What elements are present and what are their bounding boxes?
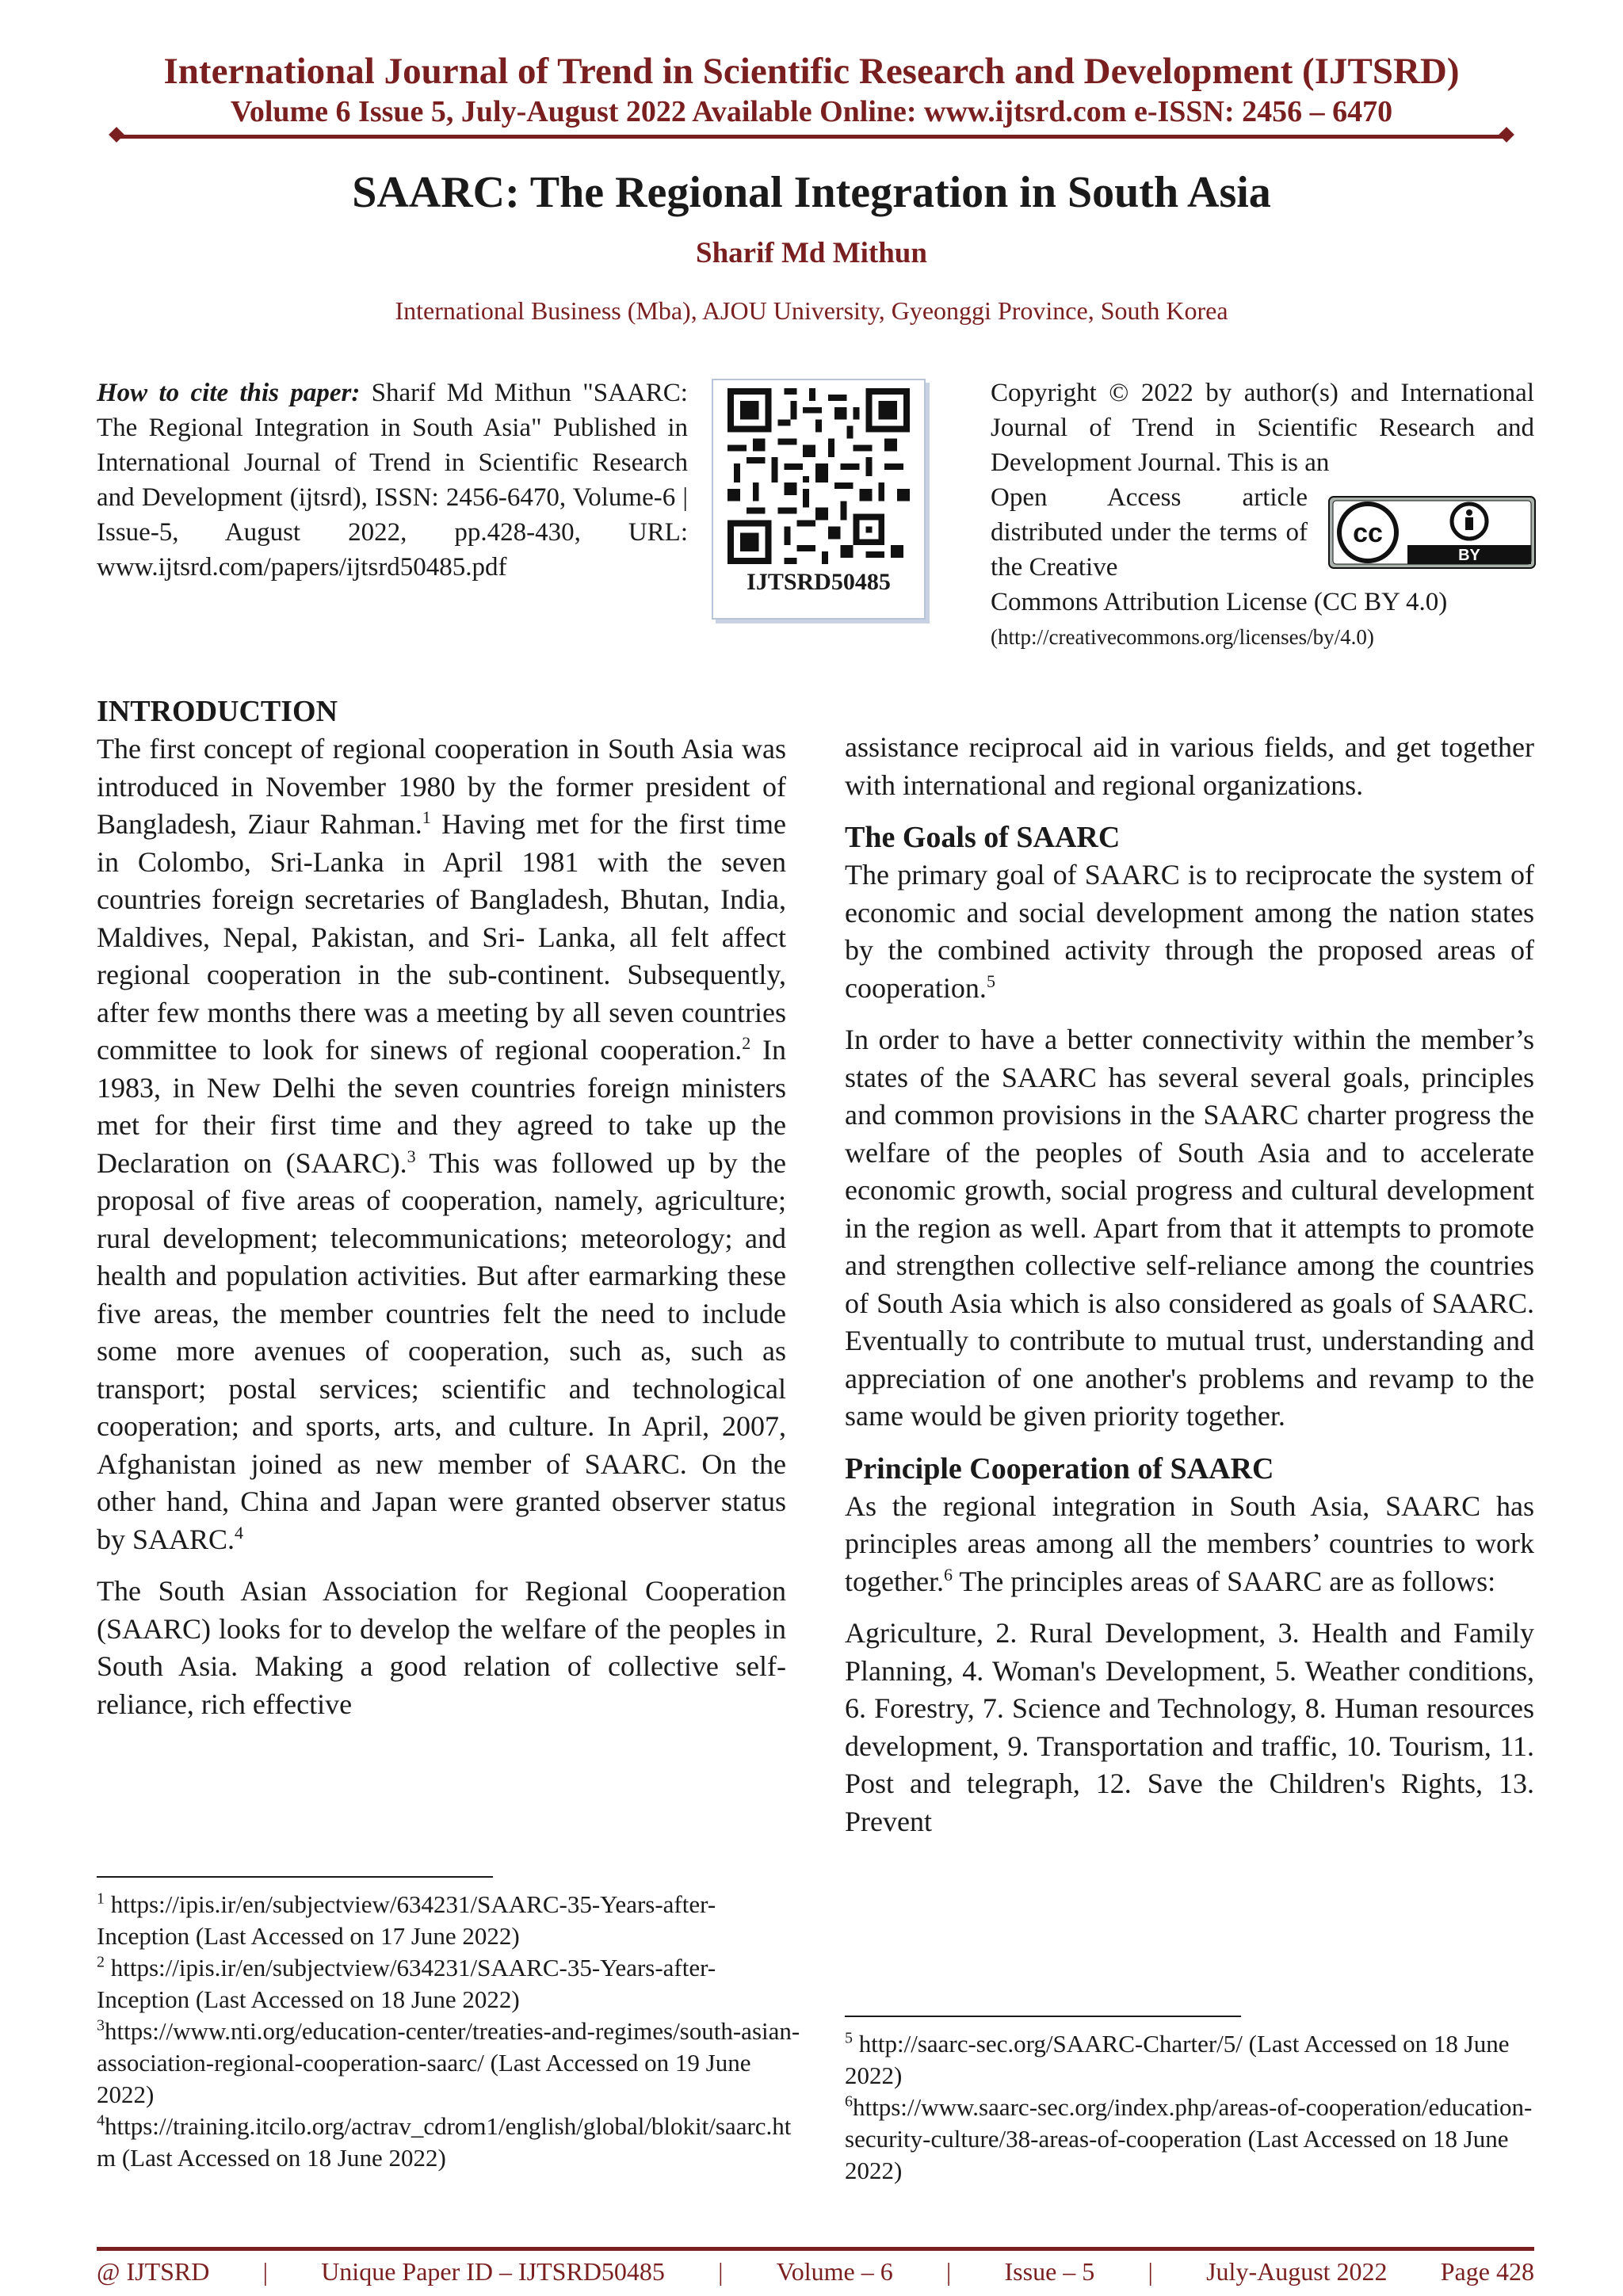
footnote-ref-1[interactable]: 1	[422, 807, 431, 827]
principle-list-paragraph: Agriculture, 2. Rural Development, 3. Health and Family Planning, 4. Woman's Development, 5. Weather conditions, 6. Forestry, 7. Science and Technology, 8. Human resources development, 9. Transportation and traffic, 10. Tourism, 11. Post and telegraph, 12. Save the Children's Rights, 13. Prevent	[845, 1617, 1534, 1837]
qr-code-icon	[727, 388, 910, 564]
paper-id-label: IJTSRD50485	[747, 569, 891, 595]
continued-paragraph: assistance reciprocal aid in various fields, and get together with international and regional organizations.	[845, 731, 1534, 801]
footnote-ref-4[interactable]: 4	[235, 1522, 244, 1543]
footer-separator: |	[718, 2257, 724, 2286]
intro-paragraph: The first concept of regional cooperation in South Asia was introduced in November 1980 by the former president of Bangladesh, Ziaur Rahman.$^1$ Having met for the first time in Colombo, Sri-Lanka in April 1981 with the seven countries foreign secretaries of Bangladesh, Bhutan, India, Maldives, Nepal, Pakistan, and Sri- Lanka, all felt affect regional cooperation in the sub-continent. Subsequently, after few months there was a meeting by all seven countries committee to look for sinews of regional cooperation.$^2$ In 1983, in New Delhi the seven countries foreign ministers met for their first time and they agreed to take up the Declaration on (SAARC).$^3$ This was followed up by the proposal of five areas of cooperation, namely, agriculture; rural development; telecommunications; meteorology; and health and population activities. But after earmarking these five areas, the member countries felt the need to include some more avenues of cooperation, such as, such as transport; postal services; scientific and technological cooperation; and sports, arts, and culture. In April, 2007, Afghanistan joined as new member of SAARC. On the other hand, China and Japan were granted observer status by SAARC.$^4$	[97, 733, 786, 1555]
citation-text: Sharif Md Mithun "SAARC: The Regional Integration in South Asia" Published in International Journal of Trend in Scientific Research and Development (ijtsrd), ISSN: 2456-6470, Volume-6 | Issue-5, August 2022, pp.428-430, URL: www.ijtsrd.com/papers/ijtsrd50485.pdf	[97, 379, 688, 582]
page-footer	[97, 2255, 1534, 2288]
footer-brand: @ IJTSRD	[97, 2257, 210, 2286]
author-affiliation: International Business (Mba), AJOU University, Gyeonggi Province, South Korea	[395, 296, 1228, 325]
author-name: Sharif Md Mithun	[696, 237, 927, 269]
citation-block	[97, 376, 688, 585]
footnotes-right	[845, 2028, 1534, 2187]
paper-title: SAARC: The Regional Integration in South Asia	[352, 168, 1271, 217]
journal-title: International Journal of Trend in Scientific Research and Development (IJTSRD)	[163, 51, 1460, 92]
license-url[interactable]: (http://creativecommons.org/licenses/by/4.0)	[991, 625, 1374, 649]
citation-lead: How to cite this paper:	[97, 379, 361, 407]
by-text: BY	[1458, 547, 1480, 564]
introduction-heading: INTRODUCTION	[97, 695, 338, 728]
footnote-ref-3[interactable]: 3	[407, 1146, 416, 1166]
cc-text: cc	[1353, 518, 1383, 548]
footer-separator: |	[945, 2257, 952, 2286]
issue-line: Volume 6 Issue 5, July-August 2022 Available Online: www.ijtsrd.com e-ISSN: 2456 – 6470	[230, 95, 1393, 128]
copyright-line2: Open Access article distributed under the terms of the Creative	[991, 483, 1308, 582]
left-column	[97, 692, 786, 1737]
footnote-4: $^4$https://training.itcilo.org/actrav_cdrom1/english/global/blokit/saarc.htm (Last Accessed on 18 June 2022)	[97, 2111, 792, 2172]
footer-volume: Volume – 6	[776, 2257, 893, 2286]
footer-separator: |	[1148, 2257, 1153, 2286]
cc-by-license-icon[interactable]	[1328, 496, 1536, 569]
right-column	[845, 729, 1534, 1855]
copyright-line3: Commons Attribution License (CC BY 4.0)	[991, 588, 1448, 616]
copyright-block	[991, 376, 1534, 654]
footer-issue: Issue – 5	[1004, 2257, 1095, 2286]
footer-page-number: Page 428	[1440, 2257, 1534, 2286]
footer-date: July-August 2022	[1206, 2257, 1388, 2286]
saarc-welfare-paragraph: The South Asian Association for Regional Cooperation (SAARC) looks for to develop the welfare of the peoples in South Asia. Making a good relation of collective self-reliance, rich effective	[97, 1575, 786, 1720]
principle-paragraph: As the regional integration in South Asia, SAARC has principles areas among all the members’ countries to work together.$^6$ The principles areas of SAARC are as follows:	[845, 1489, 1534, 1597]
footnote-rule-left	[97, 1876, 493, 1878]
footnote-6: $^6$https://www.saarc-sec.org/index.php/areas-of-cooperation/education-security-culture/38-areas-of-cooperation (Last Accessed on 18 June 2022)	[845, 2092, 1533, 2184]
qr-code-box[interactable]	[712, 379, 926, 620]
header-rule	[117, 135, 1506, 139]
footer-separator: |	[262, 2257, 268, 2286]
copyright-line1: Copyright © 2022 by author(s) and International Journal of Trend in Scientific Research and Development Journal. This is an	[991, 379, 1534, 477]
footnote-1: $^1$ https://ipis.ir/en/subjectview/634231/SAARC-35-Years-after-Inception (Last Accessed on 17 June 2022)	[97, 1890, 716, 1950]
principle-heading: Principle Cooperation of SAARC	[845, 1451, 1274, 1486]
footnote-rule-right	[845, 2016, 1241, 2017]
footer-paper-id: Unique Paper ID – IJTSRD50485	[321, 2257, 665, 2286]
footnote-ref-5[interactable]: 5	[986, 971, 995, 991]
footnotes-left	[97, 1889, 802, 2174]
footer-rule	[97, 2247, 1534, 2251]
footnote-ref-2[interactable]: 2	[742, 1033, 751, 1053]
footnote-ref-6[interactable]: 6	[943, 1564, 953, 1585]
footnote-2: $^2$ https://ipis.ir/en/subjectview/634231/SAARC-35-Years-after-Inception (Last Accessed on 18 June 2022)	[97, 1953, 716, 2013]
connectivity-paragraph: In order to have a better connectivity within the member’s states of the SAARC has several several goals, principles and common provisions in the SAARC charter progress the welfare of the peoples of South Asia and to accelerate economic growth, social progress and cultural development in the region as well. Apart from that it attempts to promote and strengthen collective self-reliance among the countries of South Asia which is also considered as goals of SAARC. Eventually to contribute to mutual trust, understanding and appreciation of one another's problems and revamp to the same would be given priority together.	[845, 1024, 1534, 1432]
goals-heading: The Goals of SAARC	[845, 821, 1121, 854]
goals-paragraph: The primary goal of SAARC is to reciprocate the system of economic and social development among the nation states by the combined activity through the proposed areas of cooperation.$^5$	[845, 859, 1534, 1004]
footnote-5: $^5$ http://saarc-sec.org/SAARC-Charter/5/ (Last Accessed on 18 June 2022)	[845, 2029, 1510, 2089]
footnote-3: $^3$https://www.nti.org/education-center/treaties-and-regimes/south-asian-association-regional-cooperation-saarc/ (Last Accessed on 19 June 2022)	[97, 2016, 800, 2108]
